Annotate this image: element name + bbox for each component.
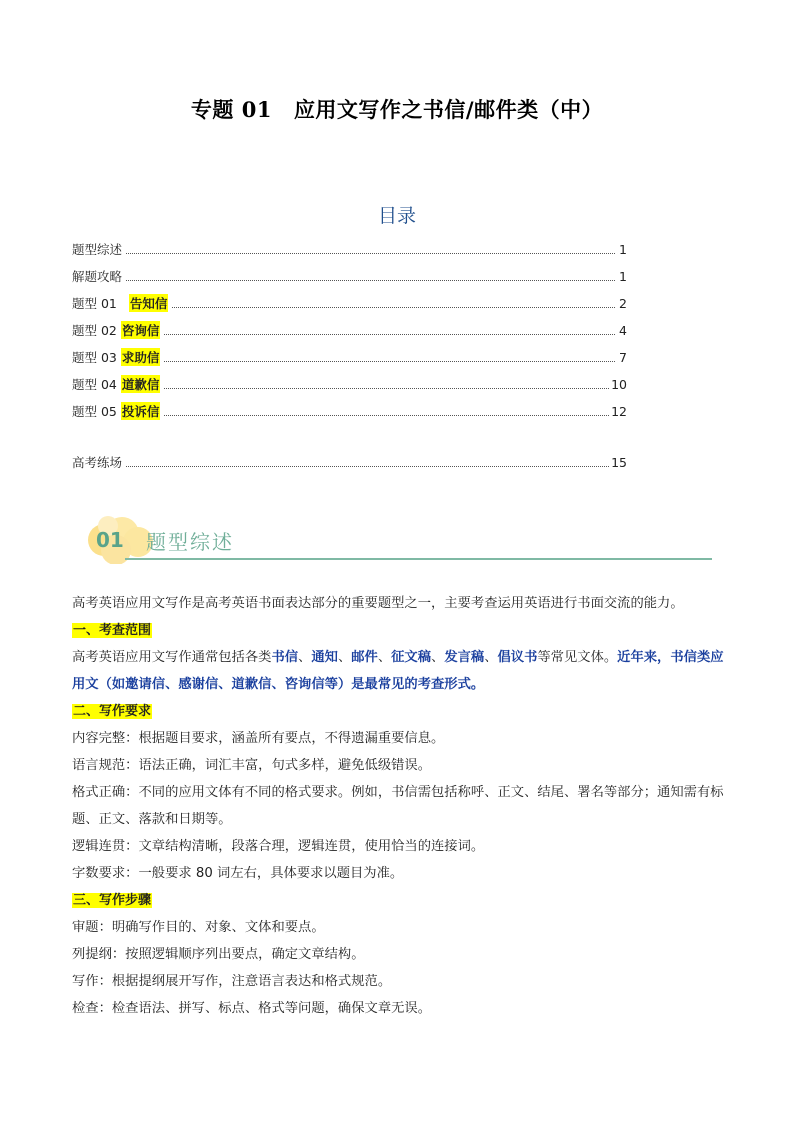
emphasis-text: 近年来，书信类应用文（如邀请信、感谢信、道歉信、咨询信等）是最常见的考查形式。: [72, 650, 724, 692]
step-item: 写作：根据提纲展开写作，注意语言表达和格式规范。: [72, 974, 392, 989]
toc-item[interactable]: [72, 267, 627, 294]
table-of-contents: [72, 240, 627, 480]
separator: 、: [298, 650, 312, 665]
keyword: 倡议书: [497, 650, 538, 665]
intro-paragraph: 高考英语应用文写作是高考英语书面表达部分的重要题型之一，主要考查运用英语进行书面交流的能力。: [72, 596, 684, 611]
toc-leader: [126, 253, 615, 254]
requirement-item: 语言规范：语法正确，词汇丰富，句式多样，避免低级错误。: [72, 758, 432, 773]
toc-item-page: 12: [611, 404, 627, 419]
toc-item[interactable]: [72, 294, 627, 321]
separator: 、: [337, 650, 352, 665]
banner-number: 01: [96, 528, 124, 552]
section-heading-scope: 一、考查范围: [73, 623, 152, 638]
toc-item-page: 2: [619, 296, 627, 311]
keyword: 邮件: [351, 650, 378, 665]
keyword: 发言稿: [444, 650, 485, 665]
requirement-item: 逻辑连贯：文章结构清晰，段落合理，逻辑连贯，使用恰当的连接词。: [72, 839, 485, 854]
separator: 、: [377, 650, 392, 665]
title-prefix: 专题 01: [190, 97, 272, 122]
toc-item-page: 10: [611, 377, 627, 392]
toc-leader: [126, 466, 609, 467]
toc-item-prefix: 题型 05: [72, 404, 117, 419]
banner-title: 题型综述: [146, 530, 234, 554]
requirement-item: 字数要求：一般要求 80 词左右，具体要求以题目为准。: [72, 866, 404, 881]
toc-item-label: 题型综述: [72, 242, 123, 257]
toc-item-label: 告知信: [129, 296, 168, 311]
toc-item[interactable]: [72, 402, 627, 429]
scope-text: 高考英语应用文写作通常包括各类: [72, 650, 272, 665]
toc-leader: [172, 307, 615, 308]
section-heading-requirements: 二、写作要求: [73, 704, 152, 719]
toc-item-label: 高考练场: [72, 455, 123, 470]
toc-item[interactable]: [72, 240, 627, 267]
toc-item-prefix: 题型 01: [72, 296, 117, 311]
toc-item-label: 求助信: [121, 350, 160, 365]
keyword: 书信: [271, 650, 299, 665]
toc-item[interactable]: [72, 375, 627, 402]
scope-paragraph: [72, 644, 727, 698]
requirement-item: 格式正确：不同的应用文体有不同的格式要求。例如，书信需包括称呼、正文、结尾、署名等部分；通知需有标题、正文、落款和日期等。: [72, 785, 724, 827]
banner-divider: [125, 558, 712, 560]
toc-item-prefix: 题型 02: [72, 323, 117, 338]
toc-item-prefix: 题型 04: [72, 377, 117, 392]
toc-leader: [164, 361, 615, 362]
toc-leader: [126, 280, 615, 281]
toc-item[interactable]: [72, 321, 627, 348]
separator: 、: [431, 650, 445, 665]
toc-item-label: 投诉信: [121, 404, 160, 419]
step-item: 检查：检查语法、拼写、标点、格式等问题，确保文章无误。: [72, 1001, 432, 1016]
section-banner: [80, 512, 715, 562]
toc-item-label: 道歉信: [121, 377, 160, 392]
toc-leader: [164, 334, 615, 335]
requirement-item: 内容完整：根据题目要求，涵盖所有要点，不得遗漏重要信息。: [72, 731, 445, 746]
toc-leader: [164, 415, 609, 416]
toc-item-page: 7: [619, 350, 627, 365]
toc-heading: 目录: [377, 205, 416, 227]
title-main: 应用文写作之书信/邮件类（中）: [293, 97, 604, 122]
body-content: [72, 590, 727, 1022]
step-item: 列提纲：按照逻辑顺序列出要点，确定文章结构。: [72, 947, 365, 962]
toc-item-prefix: 题型 03: [72, 350, 117, 365]
keyword: 通知: [311, 650, 338, 665]
toc-item-page: 1: [619, 242, 627, 257]
toc-item-page: 15: [611, 455, 627, 470]
toc-item-page: 1: [619, 269, 627, 284]
toc-item-label: 咨询信: [121, 323, 160, 338]
document-title: [0, 94, 794, 124]
toc-item[interactable]: [72, 348, 627, 375]
step-item: 审题：明确写作目的、对象、文体和要点。: [72, 920, 325, 935]
toc-item-label: 解题攻略: [72, 269, 123, 284]
keyword: 征文稿: [391, 650, 432, 665]
toc-leader: [164, 388, 609, 389]
separator: 、: [484, 650, 498, 665]
toc-item[interactable]: [72, 453, 627, 480]
scope-text: 等常见文体。: [537, 650, 618, 665]
section-heading-steps: 三、写作步骤: [73, 893, 152, 908]
toc-item-page: 4: [619, 323, 627, 338]
